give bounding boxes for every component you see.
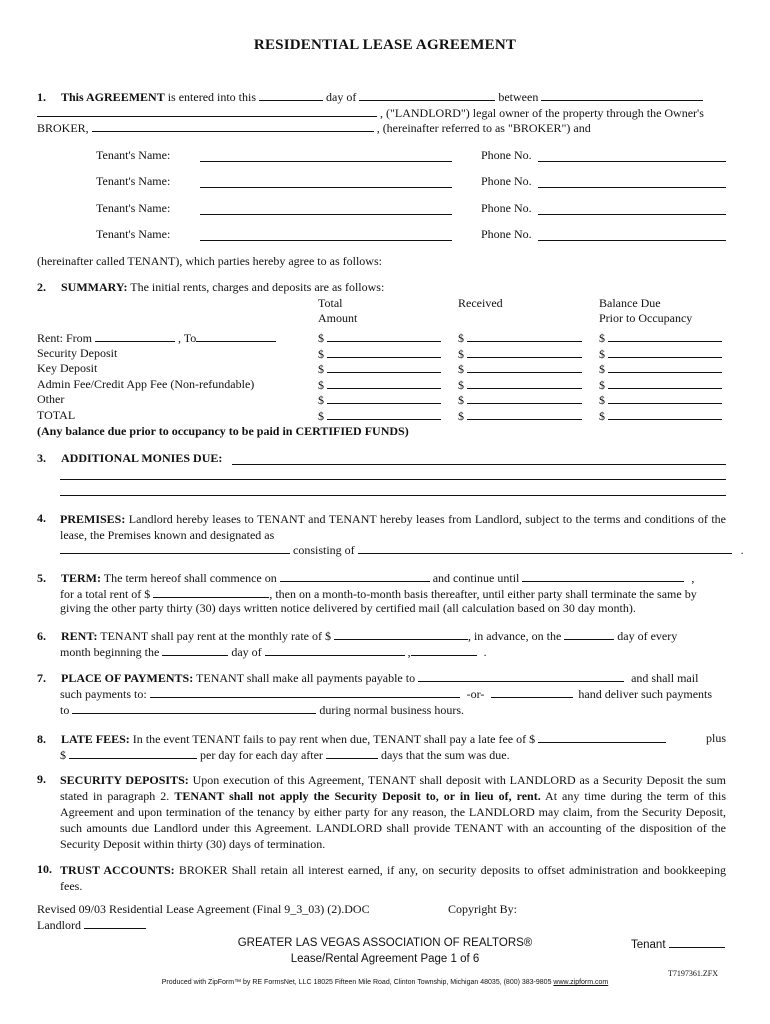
rent-text-2: , in advance, on the xyxy=(467,629,562,643)
section-number: 3. xyxy=(37,451,46,465)
dollar-sign: $ xyxy=(599,393,605,407)
dollar-sign: $ xyxy=(318,362,324,376)
premises-lead: PREMISES: xyxy=(60,512,126,526)
landlord-initials-label: Landlord xyxy=(37,918,81,932)
rent-text-3: day of every xyxy=(617,629,678,643)
term-end-blank[interactable] xyxy=(522,570,684,582)
premises-paragraph xyxy=(60,511,726,545)
agreement-text: is entered into this xyxy=(167,90,257,104)
landlord-name-blank[interactable] xyxy=(541,89,703,101)
tenant-name-label: Tenant's Name: xyxy=(96,174,171,188)
grace-days-blank[interactable] xyxy=(326,747,378,759)
section-1-line-3 xyxy=(37,120,591,136)
balance-due-amount-cell xyxy=(599,346,722,362)
section-5-line-1 xyxy=(37,570,694,586)
copyright-text: Copyright By: xyxy=(448,902,518,916)
security-deposit-text: Upon execution of this Agreement, TENANT shall deposit with LANDLORD as a Security Deposit the sum stated in paragraph 2. xyxy=(60,773,727,803)
tenant-initials-row xyxy=(631,936,725,953)
section-5-line-2 xyxy=(60,586,697,602)
premises-text: Landlord hereby leases to TENANT and TENANT hereby leases from Landlord, subject to the terms and conditions of the lease, the Premises known and designated as xyxy=(60,512,726,542)
agreement-lead: This AGREEMENT xyxy=(61,90,165,104)
balance-due-amount-field[interactable] xyxy=(608,392,722,404)
balance-due-amount-cell xyxy=(599,330,722,346)
additional-monies-line[interactable] xyxy=(232,464,726,465)
premises-address-blank[interactable] xyxy=(60,542,290,554)
dollar-sign: $ xyxy=(318,331,324,345)
received-amount-field[interactable] xyxy=(467,408,582,420)
section-3-heading xyxy=(37,451,222,466)
total-amount-field[interactable] xyxy=(327,330,441,342)
day-of-text: day of xyxy=(326,90,357,104)
col-total-header-2: Amount xyxy=(318,311,358,325)
late-fees-plus: plus xyxy=(706,731,727,745)
rent-to-label: , To xyxy=(178,331,197,345)
rent-lead: RENT: xyxy=(61,629,98,643)
term-text-3: , then on a month-to-month basis thereafter, until either party shall terminate the same by xyxy=(269,587,697,601)
received-amount-cell xyxy=(458,377,582,393)
total-amount-cell xyxy=(318,377,441,393)
payments-text-3: such payments to: xyxy=(60,687,147,701)
tenant-name-field[interactable] xyxy=(200,161,452,162)
broker-name-blank[interactable] xyxy=(92,120,374,132)
form-code: T7197361.ZFX xyxy=(668,969,718,978)
deliver-location-blank[interactable] xyxy=(72,702,316,714)
additional-monies-lead: ADDITIONAL MONIES DUE: xyxy=(61,451,223,465)
dollar-sign: $ xyxy=(458,331,464,345)
document-title: RESIDENTIAL LEASE AGREEMENT xyxy=(253,37,517,53)
between-text: between xyxy=(498,90,539,104)
term-comma: , xyxy=(691,571,695,585)
phone-label: Phone No. xyxy=(481,148,532,162)
mail-address-blank[interactable] xyxy=(150,686,460,698)
balance-due-amount-cell xyxy=(599,408,722,424)
produced-with-text xyxy=(0,975,770,990)
balance-due-amount-field[interactable] xyxy=(608,408,722,420)
hand-deliver-blank[interactable] xyxy=(491,686,573,698)
tenant-name-label: Tenant's Name: xyxy=(96,148,171,162)
dollar-sign: $ xyxy=(318,378,324,392)
section-1-line-2 xyxy=(37,105,704,121)
col-total-header: Total xyxy=(318,296,343,310)
received-amount-cell xyxy=(458,392,582,408)
tenant-parties-text: (hereinafter called TENANT), which parties hereby agree to as follows: xyxy=(37,254,382,268)
section-8-line-2 xyxy=(60,747,510,763)
summary-row-label: Key Deposit xyxy=(37,361,98,375)
late-fees-text-2: per day for each day after xyxy=(200,748,323,762)
zipform-link[interactable]: www.zipform.com xyxy=(553,979,609,986)
term-total-text: for a total rent of $ xyxy=(60,587,151,601)
dollar-sign: $ xyxy=(599,378,605,392)
total-amount-field[interactable] xyxy=(327,408,441,420)
tenant-name-field[interactable] xyxy=(200,214,452,215)
security-deposit-bold: TENANT shall not apply the Security Deposit to, or in lieu of, rent. xyxy=(174,789,541,803)
section-7-line-2 xyxy=(60,686,712,702)
rent-text: TENANT shall pay rent at the monthly rate of $ xyxy=(100,629,331,643)
term-total-blank[interactable] xyxy=(153,586,269,598)
phone-field[interactable] xyxy=(538,187,726,188)
balance-due-amount-field[interactable] xyxy=(608,346,722,358)
col-balance-header-2: Prior to Occupancy xyxy=(599,311,693,325)
page-indicator: Lease/Rental Agreement Page 1 of 6 xyxy=(290,953,480,965)
term-text-2: and continue until xyxy=(432,571,520,585)
monthly-rate-blank[interactable] xyxy=(334,628,468,640)
association-name: GREATER LAS VEGAS ASSOCIATION OF REALTORS® xyxy=(237,937,533,949)
dollar-sign: $ xyxy=(318,409,324,423)
balance-due-amount-cell xyxy=(599,377,722,393)
balance-due-amount-cell xyxy=(599,361,722,377)
rent-text-4: month beginning the xyxy=(60,645,160,659)
additional-monies-line[interactable] xyxy=(60,495,726,496)
summary-row-label: Admin Fee/Credit App Fee (Non-refundable) xyxy=(37,377,255,391)
summary-row-label: TOTAL xyxy=(37,408,76,422)
received-amount-cell xyxy=(458,408,582,424)
late-fee-amount-blank[interactable] xyxy=(538,731,666,743)
total-amount-cell xyxy=(318,361,441,377)
rent-from-blank[interactable] xyxy=(95,330,175,342)
dollar-sign: $ xyxy=(599,331,605,345)
balance-due-amount-field[interactable] xyxy=(608,377,722,389)
late-fees-text-3: days that the sum was due. xyxy=(380,748,510,762)
dollar-sign: $ xyxy=(458,362,464,376)
term-text: The term hereof shall commence on xyxy=(103,571,277,585)
section-number: 1. xyxy=(37,90,46,104)
section-number: 4. xyxy=(37,511,46,525)
landlord-initials-blank[interactable] xyxy=(84,917,146,929)
dollar-sign: $ xyxy=(599,347,605,361)
premises-period: . xyxy=(740,543,744,557)
consisting-text: consisting of xyxy=(293,543,355,557)
total-amount-cell xyxy=(318,346,441,362)
payments-text-4: hand deliver such payments xyxy=(578,687,713,701)
landlord-text: , ("LANDLORD") legal owner of the property through the Owner's xyxy=(380,106,704,120)
dollar-sign: $ xyxy=(458,393,464,407)
landlord-name-blank-2[interactable] xyxy=(37,105,377,117)
premises-consisting-blank[interactable] xyxy=(358,542,732,554)
date-day-blank[interactable] xyxy=(259,89,323,101)
balance-due-amount-field[interactable] xyxy=(608,330,722,342)
received-amount-cell xyxy=(458,361,582,377)
received-amount-field[interactable] xyxy=(467,361,582,373)
dollar-sign: $ xyxy=(599,409,605,423)
section-number: 9. xyxy=(37,772,46,786)
section-6-line-1 xyxy=(37,628,677,644)
month-blank[interactable] xyxy=(265,644,405,656)
total-amount-field[interactable] xyxy=(327,377,441,389)
phone-field[interactable] xyxy=(538,161,726,162)
rent-text-5: day of xyxy=(231,645,262,659)
month-beginning-blank[interactable] xyxy=(162,644,228,656)
balance-due-amount-field[interactable] xyxy=(608,361,722,373)
late-fees-lead: LATE FEES: xyxy=(61,732,130,746)
total-amount-cell xyxy=(318,330,441,346)
tenant-initials-label: Tenant xyxy=(631,939,666,951)
section-7-line-1 xyxy=(37,670,698,686)
section-6-line-2 xyxy=(60,644,487,660)
tenant-initials-blank[interactable] xyxy=(669,936,725,948)
broker-label: BROKER, xyxy=(37,121,89,135)
rent-from-label: Rent: From xyxy=(37,331,93,345)
col-received-header: Received xyxy=(458,296,503,310)
payee-blank[interactable] xyxy=(418,670,624,682)
section-number: 10. xyxy=(37,862,52,876)
phone-label: Phone No. xyxy=(481,227,532,241)
phone-label: Phone No. xyxy=(481,174,532,188)
landlord-initials-row xyxy=(37,917,146,933)
balance-due-amount-cell xyxy=(599,392,722,408)
section-5-line-3: giving the other party thirty (30) days written notice delivered by certified mail (all calculation based on 30 day month). xyxy=(60,601,636,615)
section-7-line-3 xyxy=(60,702,464,718)
received-amount-cell xyxy=(458,346,582,362)
received-amount-field[interactable] xyxy=(467,330,582,342)
trust-accounts-lead: TRUST ACCOUNTS: xyxy=(60,863,175,877)
summary-lead: SUMMARY: xyxy=(61,280,128,294)
total-amount-cell xyxy=(318,408,441,424)
tenant-name-label: Tenant's Name: xyxy=(96,227,171,241)
section-number: 6. xyxy=(37,629,46,643)
section-2-heading xyxy=(37,280,384,295)
phone-field[interactable] xyxy=(538,214,726,215)
total-amount-field[interactable] xyxy=(327,346,441,358)
dollar-sign: $ xyxy=(318,393,324,407)
received-amount-field[interactable] xyxy=(467,392,582,404)
section-8-line-1 xyxy=(37,731,666,747)
phone-field[interactable] xyxy=(538,240,726,241)
produced-text: Produced with ZipForm™ by RE FormsNet, LLC 18025 Fifteen Mile Road, Clinton Township, Michigan 48035, (800) 383-9805 xyxy=(161,979,552,986)
payments-lead: PLACE OF PAYMENTS: xyxy=(61,671,194,685)
tenant-name-field[interactable] xyxy=(200,187,452,188)
security-deposit-lead: SECURITY DEPOSITS: xyxy=(60,773,189,787)
summary-row-label: Other xyxy=(37,392,65,406)
total-amount-cell xyxy=(318,392,441,408)
dollar-sign: $ xyxy=(599,362,605,376)
section-number: 8. xyxy=(37,732,46,746)
broker-text: , (hereinafter referred to as "BROKER") and xyxy=(376,121,591,135)
total-amount-field[interactable] xyxy=(327,392,441,404)
summary-row-label: Security Deposit xyxy=(37,346,118,360)
received-amount-cell xyxy=(458,330,582,346)
rent-period: . xyxy=(483,645,487,659)
section-number: 7. xyxy=(37,671,46,685)
security-deposit-text-2: At any time during the term of this Agreement and upon termination of the tenancy by either party for any reason, the LANDLORD may claim, from the Security Deposit, such amounts due Landlord under this Agreement. LANDLORD shall provide TENANT with an accounting of the disposition of the Security Deposit within thirty (30) days of termination. xyxy=(60,789,727,851)
section-number: 5. xyxy=(37,571,46,585)
rent-from-row xyxy=(37,330,276,346)
tenant-name-field[interactable] xyxy=(200,240,452,241)
security-deposit-paragraph xyxy=(60,772,726,852)
year-blank[interactable] xyxy=(411,644,477,656)
dollar-sign: $ xyxy=(458,409,464,423)
daily-fee-blank[interactable] xyxy=(69,747,197,759)
month-blank[interactable] xyxy=(359,89,495,101)
additional-monies-line[interactable] xyxy=(60,479,726,480)
revision-note: Revised 09/03 Residential Lease Agreement (Final 9_3_03) (2).DOC xyxy=(37,902,370,916)
payments-text-5: during normal business hours. xyxy=(319,703,464,717)
payments-text-2: and shall mail xyxy=(631,671,699,685)
dollar-sign: $ xyxy=(458,378,464,392)
rent-comma: , xyxy=(407,645,411,659)
phone-label: Phone No. xyxy=(481,201,532,215)
payments-to: to xyxy=(60,703,70,717)
premises-line-3 xyxy=(60,542,744,558)
section-number: 2. xyxy=(37,280,46,294)
summary-text: The initial rents, charges and deposits are as follows: xyxy=(130,280,385,294)
received-amount-field[interactable] xyxy=(467,346,582,358)
tenant-name-label: Tenant's Name: xyxy=(96,201,171,215)
col-balance-header: Balance Due xyxy=(599,296,661,310)
dollar-sign: $ xyxy=(458,347,464,361)
dollar-sign: $ xyxy=(318,347,324,361)
payments-text: TENANT shall make all payments payable to xyxy=(196,671,416,685)
late-fees-text: In the event TENANT fails to pay rent when due, TENANT shall pay a late fee of $ xyxy=(132,732,536,746)
payments-or: -or- xyxy=(466,687,485,701)
section-1-line-1 xyxy=(37,89,703,105)
trust-accounts-paragraph xyxy=(60,862,726,894)
certified-funds-note: (Any balance due prior to occupancy to be paid in CERTIFIED FUNDS) xyxy=(37,424,409,438)
term-start-blank[interactable] xyxy=(280,570,430,582)
rent-due-day-blank[interactable] xyxy=(564,628,614,640)
trust-accounts-text: BROKER Shall retain all interest earned, if any, on security deposits to offset administration and bookkeeping fees. xyxy=(60,863,727,893)
late-fees-dollar: $ xyxy=(60,748,66,762)
received-amount-field[interactable] xyxy=(467,377,582,389)
term-lead: TERM: xyxy=(61,571,101,585)
total-amount-field[interactable] xyxy=(327,361,441,373)
rent-to-blank[interactable] xyxy=(196,330,276,342)
